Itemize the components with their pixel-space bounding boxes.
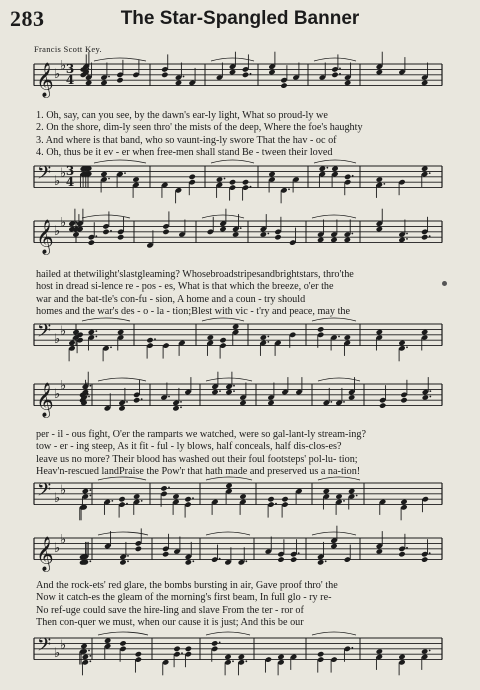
note-head <box>421 556 428 562</box>
time-signature-digit: 3 <box>65 164 75 178</box>
slur-mark <box>314 160 356 163</box>
dot-mark <box>127 555 129 557</box>
treble-clef-icon: 𝄞 <box>36 382 54 418</box>
dot-mark <box>110 346 112 348</box>
flat-icon: ♭ <box>54 174 61 190</box>
note-head <box>160 485 167 491</box>
dot-mark <box>429 552 431 554</box>
flat-icon: ♭ <box>54 223 61 239</box>
slur-mark <box>98 532 148 535</box>
note-head <box>242 72 249 78</box>
slur-mark <box>312 318 356 321</box>
dot-mark <box>76 222 78 224</box>
slur-mark <box>98 378 146 381</box>
bass-staff-1 <box>0 158 480 218</box>
slur-mark <box>318 477 360 480</box>
verse-lines-system-2 <box>36 269 444 319</box>
dot-mark <box>233 390 235 392</box>
note-head <box>118 496 125 502</box>
dot-mark <box>429 235 431 237</box>
slur-mark <box>94 58 146 61</box>
flat-icon: ♭ <box>60 378 67 394</box>
flat-icon: ♭ <box>60 638 67 654</box>
note-head <box>146 337 153 343</box>
slur-mark <box>312 632 356 635</box>
flat-icon: ♭ <box>60 483 67 499</box>
slur-mark <box>98 477 146 480</box>
note-head <box>88 239 95 245</box>
note-head <box>135 651 142 657</box>
dot-mark <box>181 652 183 654</box>
verse-line-4: Heav'n-rescued landPraise the Pow'r that hath made and preserved us a na-tion! <box>36 466 361 478</box>
time-signature-digit: 4 <box>65 73 75 87</box>
slur-mark <box>318 378 360 381</box>
dot-mark <box>180 406 182 408</box>
flat-icon: ♭ <box>60 324 67 340</box>
dot-mark <box>89 560 91 562</box>
dot-mark <box>219 558 221 560</box>
dot-mark <box>267 336 269 338</box>
note-head <box>211 640 218 646</box>
dot-mark <box>219 390 221 392</box>
note-head <box>117 234 124 240</box>
dot-mark <box>325 560 327 562</box>
note-head <box>317 651 324 657</box>
note-head <box>317 326 324 332</box>
dot-mark <box>89 495 91 497</box>
verse-line-2: host in dread si-lence re - pos - es, What is that which the breeze, o'er the <box>36 281 334 293</box>
note-head <box>274 234 281 240</box>
slur-mark <box>202 318 244 321</box>
bass-clef-icon: 𝄢 <box>37 163 52 188</box>
dot-mark <box>275 503 277 505</box>
dot-mark <box>124 172 126 174</box>
flat-icon: ♭ <box>60 58 67 74</box>
dot-mark <box>267 233 269 235</box>
treble-clef-icon: 𝄞 <box>36 536 54 572</box>
bass-clef-icon: 𝄢 <box>37 480 52 505</box>
verse-lines-system-1 <box>36 110 444 160</box>
dot-mark <box>250 186 252 188</box>
treble-staff-1 <box>0 56 480 116</box>
dot-mark <box>406 346 408 348</box>
dot-mark <box>192 560 194 562</box>
dot-mark <box>108 76 110 78</box>
dot-mark <box>168 487 170 489</box>
slur-mark <box>206 378 252 381</box>
dot-mark <box>108 178 110 180</box>
verse-line-1: 1. Oh, say, can you see, by the dawn's ear-ly light, What so proud-ly we <box>36 110 328 121</box>
dot-mark <box>95 235 97 237</box>
dot-mark <box>429 650 431 652</box>
dot-mark <box>87 68 89 70</box>
flat-icon: ♭ <box>54 540 61 556</box>
dot-mark <box>343 401 345 403</box>
note-head <box>344 174 351 180</box>
note-head <box>281 496 288 502</box>
note-head <box>219 337 226 343</box>
dot-mark <box>406 238 408 240</box>
dot-mark <box>429 390 431 392</box>
note-head <box>331 72 338 78</box>
verse-line-1: And the rock-ets' red glare, the bombs bursting in air, Gave proof thro' the <box>36 580 338 591</box>
note-head <box>290 556 297 562</box>
slur-mark <box>94 160 146 163</box>
dot-mark <box>339 68 341 70</box>
dot-mark <box>89 385 91 387</box>
slur-mark <box>98 632 148 635</box>
bass-staff-4 <box>0 630 480 690</box>
flat-icon: ♭ <box>60 532 67 548</box>
verse-lines-system-4 <box>36 580 444 630</box>
bass-clef-icon: 𝄢 <box>37 321 52 346</box>
slur-mark <box>211 160 254 163</box>
bass-staff-2 <box>0 316 480 376</box>
dot-mark <box>141 500 143 502</box>
verse-line-3: leave us no more? Their blood has washed out their foul footsteps' pol-lu- tion; <box>36 453 358 465</box>
dot-mark <box>356 495 358 497</box>
note-head <box>280 82 287 88</box>
slur-mark <box>211 58 254 61</box>
note-head <box>162 229 169 235</box>
dot-mark <box>89 660 91 662</box>
dot-mark <box>383 183 385 185</box>
flat-icon: ♭ <box>54 332 61 348</box>
dot-mark <box>326 167 328 169</box>
bass-staff-3 <box>0 475 480 535</box>
note-head <box>188 174 195 180</box>
dot-mark <box>406 547 408 549</box>
dot-mark <box>180 401 182 403</box>
note-head <box>379 402 386 408</box>
treble-staff-2 <box>0 213 480 273</box>
note-head <box>277 556 284 562</box>
verse-line-4: 4. Oh, thus be it ev - er when free-men shall stand Be - tween their loved <box>36 147 333 159</box>
flat-icon: ♭ <box>54 491 61 507</box>
slur-mark <box>206 632 250 635</box>
slur-mark <box>206 532 250 535</box>
flat-icon: ♭ <box>60 166 67 182</box>
slur-mark <box>206 477 252 480</box>
note-head <box>173 646 180 652</box>
dot-mark <box>298 552 300 554</box>
dot-mark <box>141 398 143 400</box>
note-head <box>184 496 191 502</box>
note-head <box>185 646 192 652</box>
verse-lines-system-3 <box>36 429 444 479</box>
dot-mark <box>406 233 408 235</box>
dot-mark <box>183 76 185 78</box>
dot-mark <box>250 73 252 75</box>
bass-clef-icon: 𝄢 <box>37 635 52 660</box>
slur-mark <box>82 318 130 321</box>
slur-mark <box>82 215 130 218</box>
dot-mark <box>429 396 431 398</box>
dot-mark <box>245 560 247 562</box>
treble-clef-icon: 𝄞 <box>36 62 54 98</box>
verse-line-3: 3. And where is that band, who so vaunt-ing-ly swore That the hav - oc of <box>36 134 337 146</box>
note-head <box>161 72 168 78</box>
verse-line-1: hailed at thetwilight'slastgleaming? Whosebroadstripesandbrightstars, thro'the <box>36 269 354 280</box>
dot-mark <box>351 647 353 649</box>
dot-mark <box>232 660 234 662</box>
dot-mark <box>240 227 242 229</box>
verse-line-4: Then con-quer we must, when our cause it is just; And this be our <box>36 617 304 629</box>
dot-mark <box>352 175 354 177</box>
note-head <box>133 397 140 403</box>
slur-mark <box>312 215 356 218</box>
dot-mark <box>339 73 341 75</box>
dot-mark <box>89 489 91 491</box>
note-head <box>135 546 142 552</box>
note-head <box>162 551 169 557</box>
dot-mark <box>126 503 128 505</box>
slur-mark <box>312 532 356 535</box>
verse-line-1: per - il - ous fight, O'er the ramparts we watched, were so gal-lant-ly stream-ing? <box>36 429 366 440</box>
dot-mark <box>219 642 221 644</box>
note-head <box>116 77 123 83</box>
dot-mark <box>88 396 90 398</box>
treble-clef-icon: 𝄞 <box>36 219 54 255</box>
note-head <box>398 551 405 557</box>
dot-mark <box>224 178 226 180</box>
dot-mark <box>89 655 91 657</box>
note-head <box>229 179 236 185</box>
verse-line-2: 2. On the shore, dim-ly seen thro' the mists of the deep, Where the foe's haughty <box>36 122 363 134</box>
flat-icon: ♭ <box>54 66 61 82</box>
page-speck <box>442 281 447 286</box>
flat-icon: ♭ <box>54 646 61 662</box>
dot-mark <box>245 660 247 662</box>
dot-mark <box>233 385 235 387</box>
dot-mark <box>127 560 129 562</box>
dot-mark <box>429 172 431 174</box>
hymn-number: 283 <box>10 6 45 31</box>
dot-mark <box>343 500 345 502</box>
dot-mark <box>351 233 353 235</box>
dot-mark <box>110 230 112 232</box>
note-head <box>400 397 407 403</box>
verse-line-2: Now it catch-es the gleam of the morning's first beam, In full glo - ry re- <box>36 592 332 604</box>
dot-mark <box>338 336 340 338</box>
dot-mark <box>88 650 90 652</box>
note-head <box>242 179 249 185</box>
time-signature-digit: 4 <box>65 175 75 189</box>
treble-staff-3 <box>0 376 480 436</box>
note-head <box>119 640 126 646</box>
author-credit: Francis Scott Key. <box>34 44 102 54</box>
slur-mark <box>202 215 244 218</box>
note-head <box>421 234 428 240</box>
dot-mark <box>95 336 97 338</box>
hymn-title: The Star-Spangled Banner <box>120 8 360 29</box>
dot-mark <box>126 401 128 403</box>
flat-icon: ♭ <box>54 386 61 402</box>
flat-icon: ♭ <box>60 215 67 231</box>
dot-mark <box>154 338 156 340</box>
dot-mark <box>330 401 332 403</box>
dot-mark <box>111 500 113 502</box>
dot-mark <box>168 396 170 398</box>
verse-line-3: war and the bat-tle's con-fu - sion, A home and a coun - try should <box>36 293 306 305</box>
verse-line-3: No ref-uge could save the hire-ling and slave From the ter - ror of <box>36 604 304 616</box>
dot-mark <box>288 188 290 190</box>
note-head <box>102 229 109 235</box>
time-signature-digit: 3 <box>65 62 75 76</box>
verse-line-2: tow - er - ing steep, As it fit - ful - ly blows, half conceals, half dis-clos-es? <box>36 441 342 453</box>
dot-mark <box>95 330 97 332</box>
slur-mark <box>314 58 356 61</box>
verse-line-4: homes and the war's des - o - la - tion;Blest with vic - t'ry and peace, may the <box>36 306 351 318</box>
dot-mark <box>192 497 194 499</box>
dot-mark <box>267 341 269 343</box>
note-head <box>267 496 274 502</box>
